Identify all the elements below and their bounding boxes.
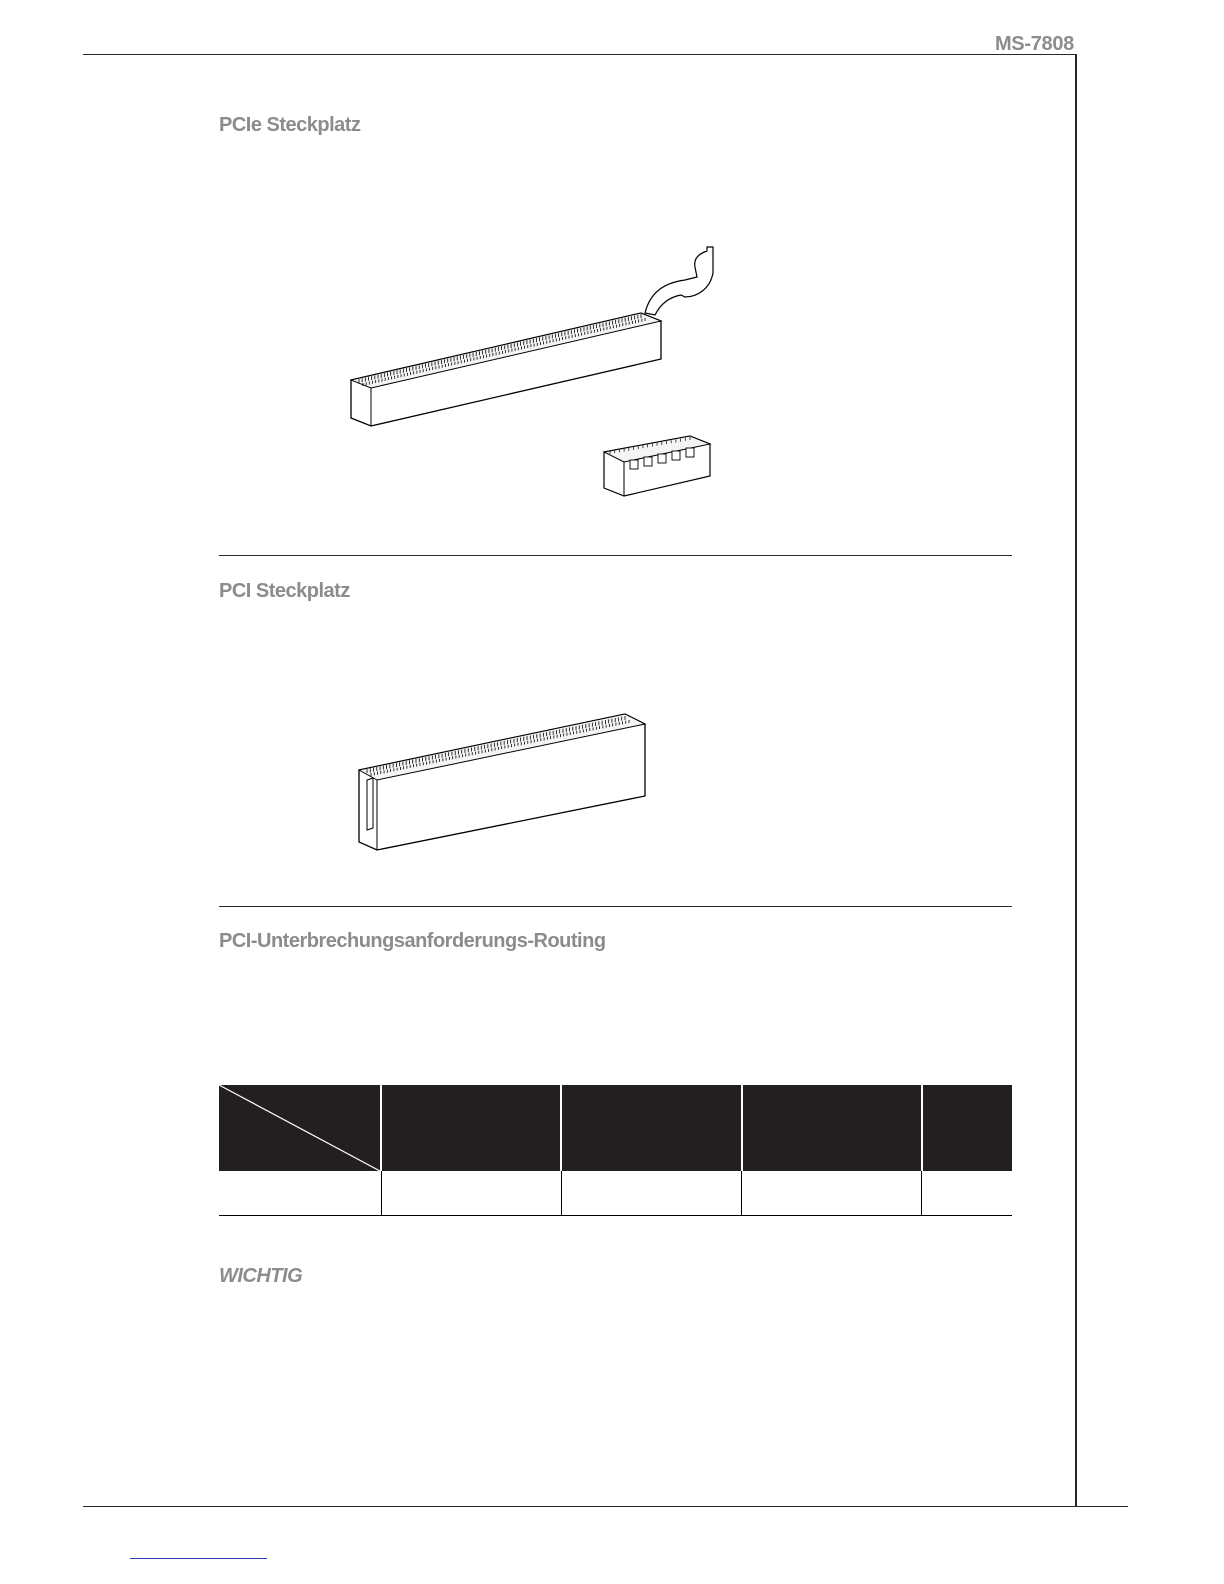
table-header-cell bbox=[381, 1085, 561, 1171]
footer-link-underline[interactable] bbox=[130, 1558, 267, 1559]
important-heading: WICHTIG bbox=[219, 1265, 303, 1287]
table-cell bbox=[561, 1171, 741, 1216]
pcie-slot-heading: PCIe Steckplatz bbox=[219, 114, 361, 136]
page-edge-rule bbox=[1075, 54, 1077, 1507]
table-header-cell bbox=[561, 1085, 741, 1171]
section-divider bbox=[219, 906, 1012, 907]
table-header-cell bbox=[922, 1085, 1012, 1171]
table-cell bbox=[219, 1171, 381, 1216]
table-cell bbox=[742, 1171, 922, 1216]
pcie-x1-slot-illustration bbox=[600, 430, 715, 502]
irq-routing-table bbox=[219, 1085, 1012, 1216]
table-row bbox=[219, 1171, 1012, 1216]
table-cell bbox=[381, 1171, 561, 1216]
pcie-x16-slot-illustration bbox=[345, 245, 725, 430]
table-header-cell bbox=[742, 1085, 922, 1171]
header-rule bbox=[83, 54, 1077, 55]
footer-rule bbox=[83, 1506, 1128, 1507]
table-header-row bbox=[219, 1085, 1012, 1171]
table-corner-cell bbox=[219, 1085, 381, 1171]
table-cell bbox=[922, 1171, 1012, 1216]
corner-diagonal bbox=[219, 1085, 380, 1171]
pci-slot-illustration bbox=[355, 710, 655, 855]
section-divider bbox=[219, 555, 1012, 556]
pci-slot-heading: PCI Steckplatz bbox=[219, 580, 350, 602]
model-number: MS-7808 bbox=[994, 33, 1074, 55]
pci-irq-routing-heading: PCI-Unterbrechungsanforderungs-Routing bbox=[219, 930, 606, 952]
